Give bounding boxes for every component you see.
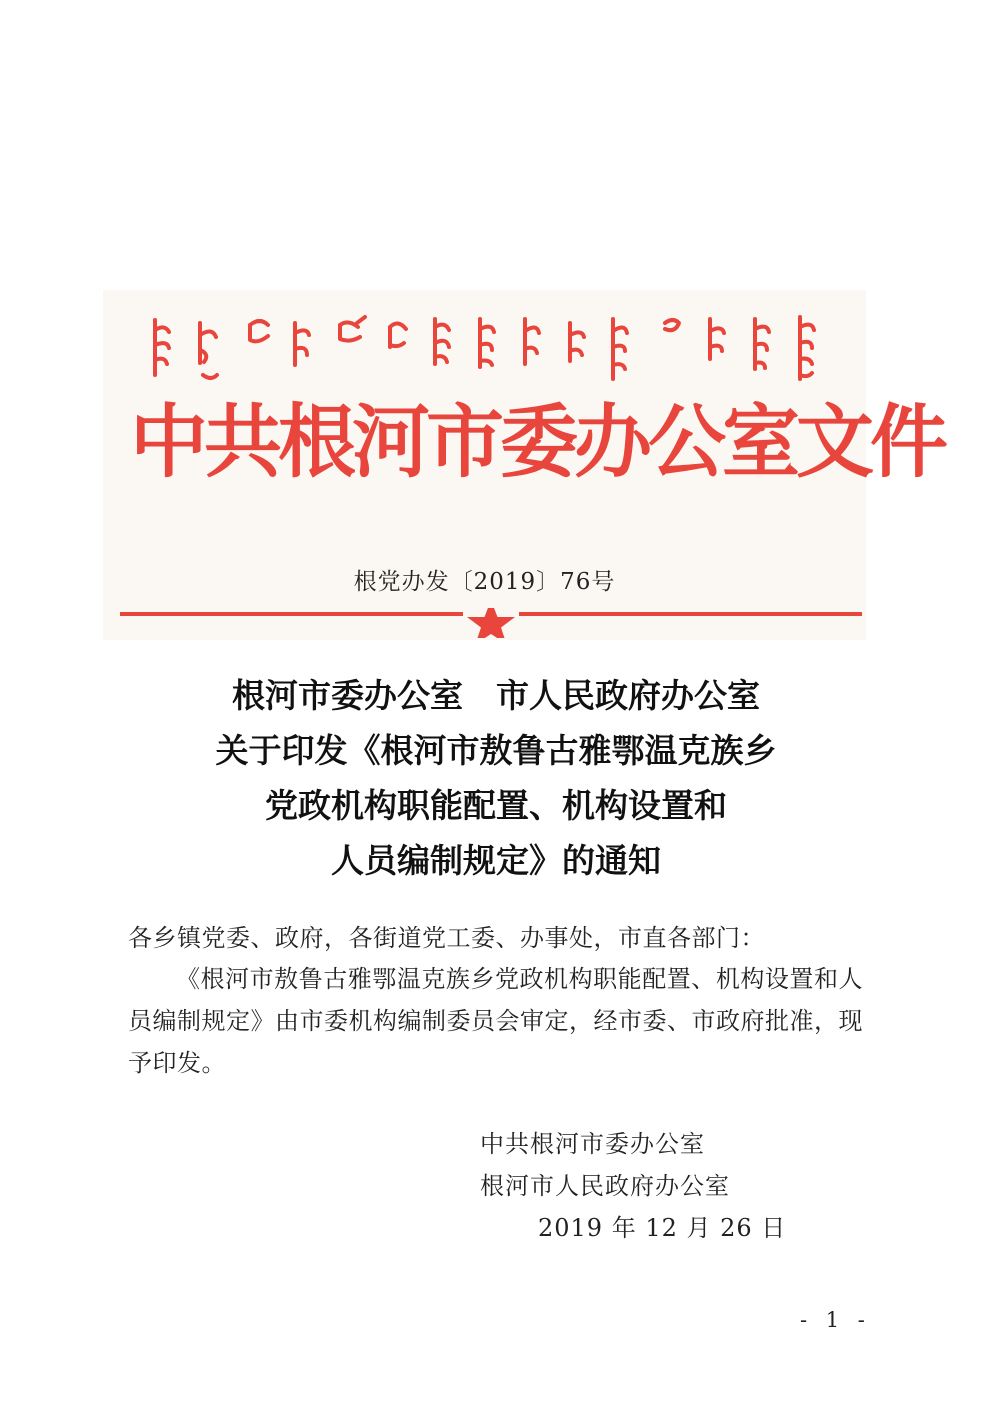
- star-icon: [467, 608, 515, 638]
- document-number: 根党办发〔2019〕76号: [353, 569, 616, 595]
- issuer-party-office: 中共根河市委办公室: [480, 1130, 705, 1158]
- notice-title-line: 党政机构职能配置、机构设置和: [265, 786, 727, 825]
- notice-title-line: 人员编制规定》的通知: [331, 841, 661, 880]
- notice-title: [100, 668, 892, 888]
- body-text: [128, 958, 863, 1084]
- letterhead-title: 中共根河市委办公室文件: [130, 397, 945, 489]
- body-paragraph: 《根河市敖鲁古雅鄂温克族乡党政机构职能配置、机构设置和人员编制规定》由市委机构编制委员会审定，经市委、市政府批准，现予印发。: [128, 965, 863, 1077]
- mongolian-script-header: [145, 305, 835, 390]
- issuer-government-office: 根河市人民政府办公室: [480, 1172, 730, 1200]
- signature-block: [480, 1123, 787, 1249]
- notice-title-line: 根河市委办公室 市人民政府办公室: [232, 676, 760, 715]
- red-rule-with-star: [120, 608, 862, 638]
- issue-date: 2019 年 12 月 26 日: [538, 1214, 787, 1242]
- notice-title-line: 关于印发《根河市敖鲁古雅鄂温克族乡: [215, 731, 777, 770]
- page-number: - 1 -: [800, 1308, 871, 1332]
- addressee-line: 各乡镇党委、政府，各街道党工委、办事处，市直各部门：: [128, 924, 765, 952]
